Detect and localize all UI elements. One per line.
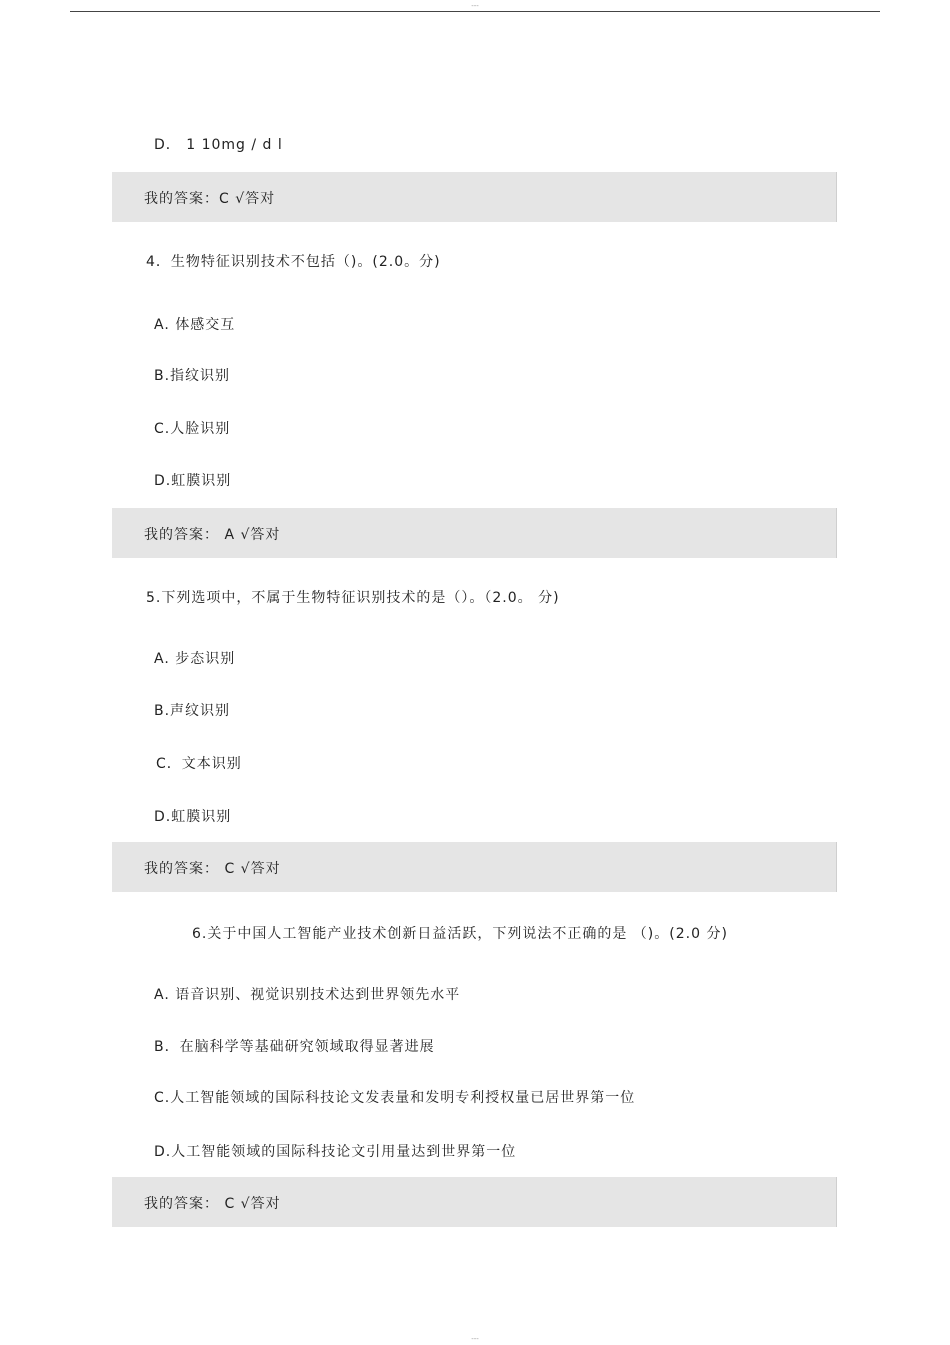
q3-option-d: D． 1 10mg / d l bbox=[154, 137, 283, 153]
q4-answer-box bbox=[112, 508, 837, 558]
q5-question: 5.下列选项中，不属于生物特征识别技术的是（）。（2.0。 分) bbox=[146, 590, 560, 606]
q6-option-d[interactable]: D.人工智能领域的国际科技论文引用量达到世界第一位 bbox=[154, 1144, 517, 1160]
q5-option-c[interactable]: C．文本识别 bbox=[156, 756, 242, 772]
q4-option-c[interactable]: C.人脸识别 bbox=[154, 421, 231, 437]
q6-option-b[interactable]: B．在脑科学等基础研究领域取得显著进展 bbox=[154, 1039, 435, 1055]
q4-option-a[interactable]: A. 体感交互 bbox=[154, 317, 236, 333]
header-rule bbox=[70, 11, 880, 12]
q3-answer: 我的答案：C √答对 bbox=[144, 191, 276, 207]
q3-answer-box bbox=[112, 172, 837, 222]
q6-answer-box bbox=[112, 1177, 837, 1227]
q6-option-a[interactable]: A. 语音识别、视觉识别技术达到世界领先水平 bbox=[154, 987, 461, 1003]
q5-option-a[interactable]: A. 步态识别 bbox=[154, 651, 236, 667]
q4-question: 4．生物特征识别技术不包括（)。(2.0。分) bbox=[146, 254, 441, 270]
q6-question: 6.关于中国人工智能产业技术创新日益活跃，下列说法不正确的是 （)。(2.0 分) bbox=[192, 926, 728, 942]
q4-option-d[interactable]: D.虹膜识别 bbox=[154, 473, 232, 489]
q5-answer: 我的答案： C √答对 bbox=[144, 861, 281, 877]
q6-answer: 我的答案： C √答对 bbox=[144, 1196, 281, 1212]
q4-option-b[interactable]: B.指纹识别 bbox=[154, 368, 231, 384]
q6-option-c[interactable]: C.人工智能领域的国际科技论文发表量和发明专利授权量已居世界第一位 bbox=[154, 1090, 636, 1106]
header-mark: --- bbox=[471, 2, 479, 10]
q5-answer-box bbox=[112, 842, 837, 892]
footer-mark: --- bbox=[471, 1335, 479, 1343]
q5-option-d[interactable]: D.虹膜识别 bbox=[154, 809, 232, 825]
q4-answer: 我的答案： A √答对 bbox=[144, 527, 281, 543]
q5-option-b[interactable]: B.声纹识别 bbox=[154, 703, 231, 719]
